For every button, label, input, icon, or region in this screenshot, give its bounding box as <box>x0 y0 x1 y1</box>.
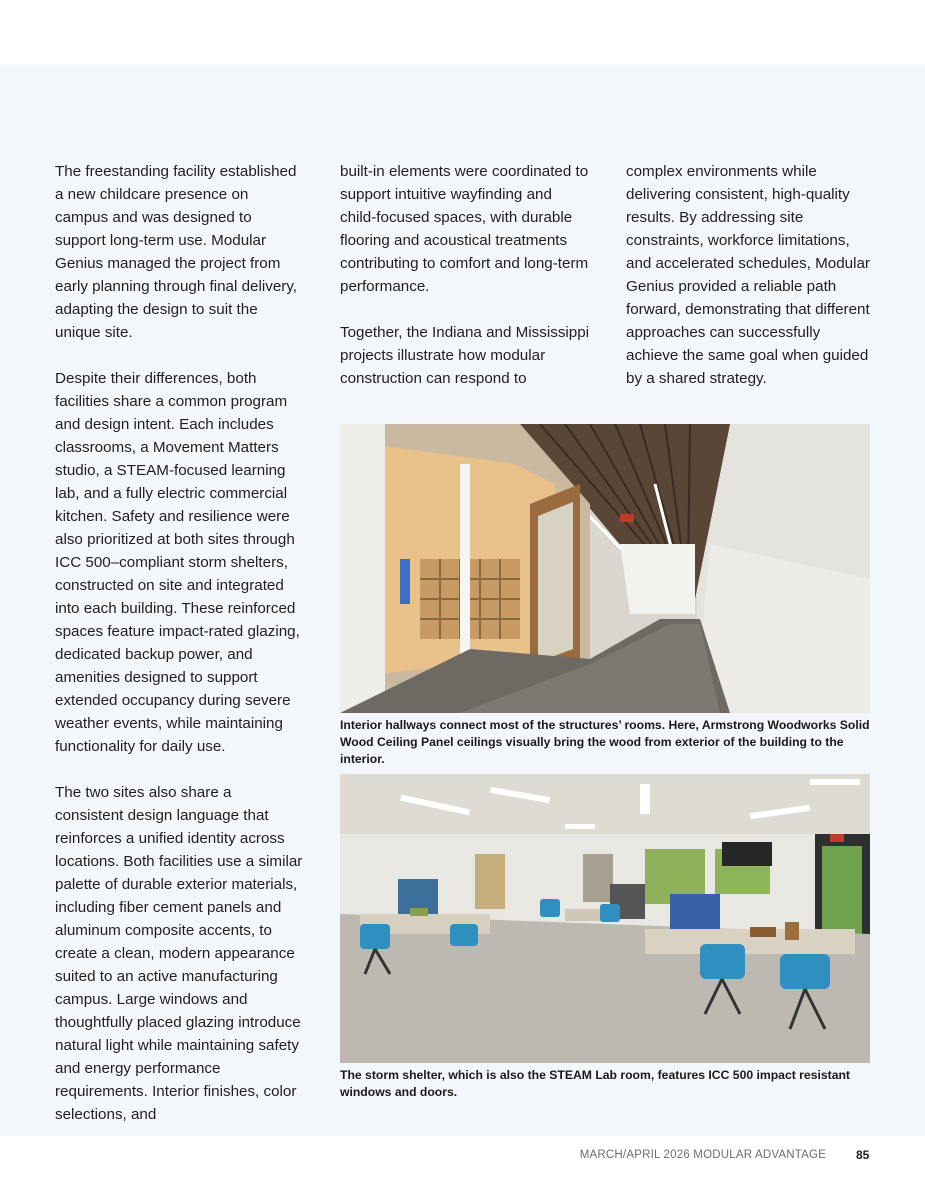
paragraph: built-in elements were coordinated to support intuitive wayfinding and child-focused spaces, with durable flooring and acoustical treatments contributing to comfort and long-term performance. <box>340 163 589 295</box>
paragraph: The freestanding facility established a new childcare presence on campus and was designed to support long-term use. Modular Genius managed the project from early planning through final delivery, adapting the design to suit the unique site. <box>55 163 298 341</box>
hallway-photo-caption: Interior hallways connect most of the structures’ rooms. Here, Armstrong Woodworks Solid Wood Ceiling Panel ceilings visually bring the wood from exterior of the building to the interior. <box>340 718 870 766</box>
hallway-photo <box>340 424 870 713</box>
article-column-1 <box>55 160 303 1149</box>
steam-lab-photo-caption: The storm shelter, which is also the STEAM Lab room, features ICC 500 impact resistant windows and doors. <box>340 1068 850 1099</box>
article-column-3 <box>626 160 876 413</box>
paragraph: Together, the Indiana and Mississippi projects illustrate how modular construction can respond to <box>340 324 590 387</box>
paragraph: complex environments while delivering consistent, high-quality results. By addressing site constraints, workforce limitations, and accelerated schedules, Modular Genius provided a reliable path forward, demonstrating that different approaches can successfully achieve the same goal when guided by a shared strategy. <box>626 163 870 387</box>
publication-footer: MARCH/APRIL 2026 MODULAR ADVANTAGE <box>579 1149 826 1161</box>
paragraph: The two sites also share a consistent design language that reinforces a unified identity across locations. Both facilities use a similar palette of durable exterior materials, including fiber cement panels and aluminum composite accents, to create a clean, modern appearance suited to an active manufacturing campus. Large windows and thoughtfully placed glazing introduce natural light while maintaining safety and energy performance requirements. Interior finishes, color selections, and <box>55 784 303 1123</box>
page-number: 85 <box>856 1148 870 1162</box>
article-column-2 <box>340 160 590 413</box>
steam-lab-photo <box>340 774 870 1063</box>
paragraph: Despite their differences, both facilities share a common program and design intent. Each includes classrooms, a Movement Matters studio, a STEAM-focused learning lab, and a fully electric commercial kitchen. Safety and resilience were also prioritized at both sites through ICC 500–compliant storm shelters, constructed on site and integrated into each building. These reinforced spaces feature impact-rated glazing, dedicated backup power, and amenities designed to support extended occupancy during severe weather events, while maintaining functionality for daily use. <box>55 370 300 755</box>
